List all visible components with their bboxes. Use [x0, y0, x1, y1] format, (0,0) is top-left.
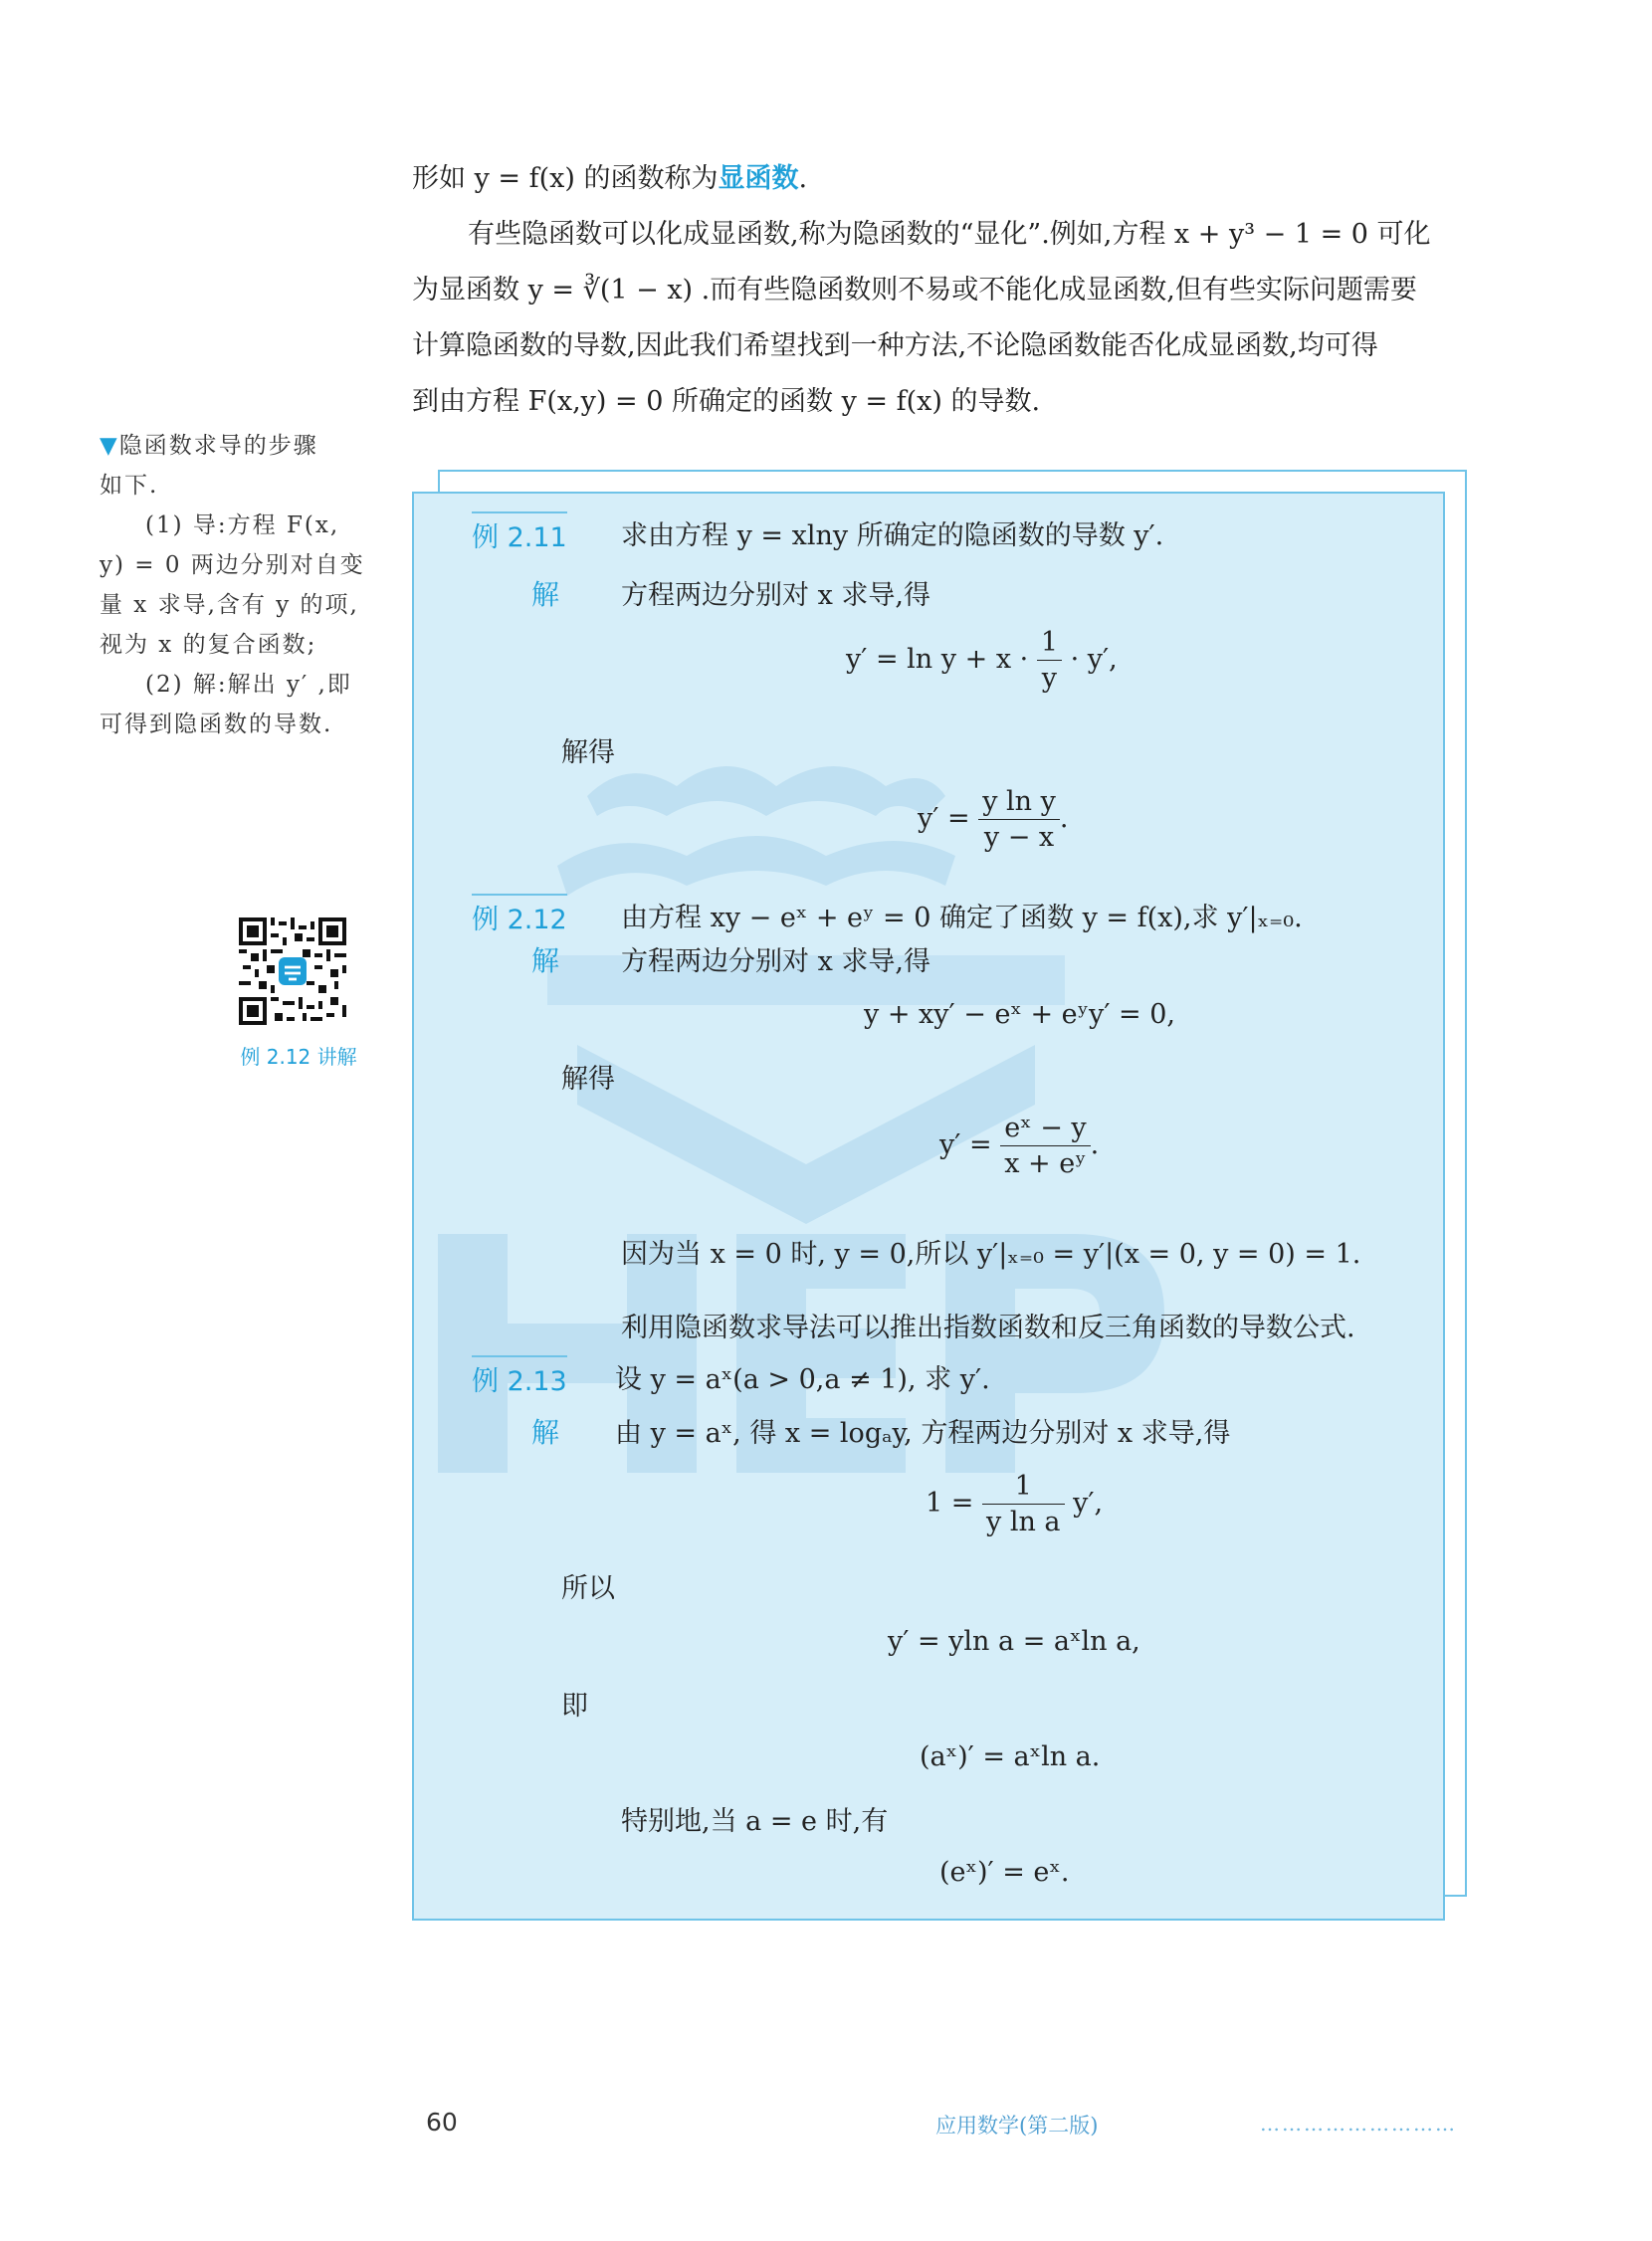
example-2-11-solution-text: 方程两边分别对 x 求导,得 — [621, 580, 930, 611]
sidebar-line-6: 视为 x 的复合函数; — [100, 632, 317, 658]
example-2-12-equation-2: y′ = $\frac{\text{eˣ − y}}{\text{x + eʸ}}$ . — [939, 1113, 1100, 1179]
sidebar-note — [100, 426, 368, 744]
example-2-13-equation-1: 1 = $\frac{1}{\text{y ln a}}$ y′, — [926, 1471, 1104, 1537]
sidebar-line-4: y) = 0 两边分别对自变 — [100, 552, 365, 578]
fraction: $\frac{\text{eˣ − y}}{\text{x + eʸ}}$ — [1000, 1113, 1090, 1179]
triangle-marker-icon: ▼ — [100, 433, 119, 459]
example-2-11-equation-2: y′ = $\frac{\text{y ln y}}{y - x}$ . — [918, 786, 1069, 853]
sidebar-line-2: 如下. — [100, 473, 159, 499]
example-2-12-problem: 由方程 xy − eˣ + eʸ = 0 确定了函数 y = f(x),求 y′|ₓ₌₀. — [621, 903, 1303, 933]
example-2-13-equation-4: (eˣ)′ = eˣ. — [939, 1857, 1070, 1888]
example-2-13-special: 特别地,当 a = e 时,有 — [621, 1806, 889, 1837]
example-2-11-solution-label: 解 — [531, 578, 560, 611]
example-2-13-solution-label: 解 — [531, 1416, 560, 1449]
example-2-11-jiede: 解得 — [561, 737, 615, 768]
sidebar-line-7: (2) 解:解出 y′ ,即 — [145, 672, 352, 698]
intro-line-3: 为显函数 y = ∛(1 − x) .而有些隐函数则不易或不能化成显函数,但有些实际问题需要 — [412, 275, 1417, 306]
page-number: 60 — [426, 2108, 458, 2137]
intro-line-2: 有些隐函数可以化成显函数,称为隐函数的“显化”.例如,方程 x + y³ − 1 = 0 可化 — [468, 219, 1431, 250]
example-2-13-label: 例 2.13 — [472, 1355, 567, 1398]
example-2-12-solution-label: 解 — [531, 944, 560, 977]
footer-dotted-rule: ……………………… — [1260, 2112, 1457, 2136]
intro-paragraph — [412, 151, 1431, 430]
sidebar-line-1: 隐函数求导的步骤 — [118, 433, 318, 459]
example-2-13-equation-3: (aˣ)′ = aˣln a. — [920, 1741, 1101, 1772]
qr-code-icon[interactable] — [239, 917, 346, 1025]
example-2-12-because: 因为当 x = 0 时, y = 0,所以 y′|ₓ₌₀ = y′|(x = 0, y = 0) = 1. — [621, 1239, 1361, 1270]
example-2-13-solution-text: 由 y = aˣ, 得 x = logₐy, 方程两边分别对 x 求导,得 — [615, 1418, 1231, 1449]
example-2-13-problem: 设 y = aˣ(a > 0,a ≠ 1), 求 y′. — [615, 1364, 990, 1395]
example-2-13-suoyi: 所以 — [561, 1573, 615, 1604]
term-explicit-function: 显函数 — [718, 163, 799, 194]
intro-line-5: 到由方程 F(x,y) = 0 所确定的函数 y = f(x) 的导数. — [412, 386, 1041, 417]
example-2-11-label: 例 2.11 — [472, 511, 567, 554]
sidebar-line-3: (1) 导:方程 F(x, — [145, 512, 340, 538]
example-2-13-ji: 即 — [561, 1691, 588, 1722]
book-title: 应用数学(第二版) — [935, 2114, 1099, 2138]
example-2-11-problem: 求由方程 y = xlny 所确定的隐函数的导数 y′. — [621, 520, 1164, 551]
example-2-11-equation-1: y′ = ln y + x · $\frac{1}{y}$ · y′, — [846, 627, 1118, 694]
example-2-13-equation-2: y′ = yln a = aˣln a, — [888, 1626, 1140, 1657]
example-2-12-jiede: 解得 — [561, 1064, 615, 1095]
intro-line-4: 计算隐函数的导数,因此我们希望找到一种方法,不论隐函数能否化成显函数,均可得 — [412, 330, 1378, 361]
example-2-12-label: 例 2.12 — [472, 894, 567, 936]
sidebar-line-5: 量 x 求导,含有 y 的项, — [100, 592, 359, 618]
fraction: $\frac{\text{y ln y}}{y - x}$ — [978, 786, 1060, 853]
fraction: $\frac{1}{\text{y ln a}}$ — [982, 1471, 1065, 1537]
sidebar-line-8: 可得到隐函数的导数. — [100, 712, 333, 737]
qr-caption: 例 2.12 讲解 — [240, 1045, 357, 1069]
example-2-12-solution-text: 方程两边分别对 x 求导,得 — [621, 946, 930, 977]
example-2-12-transition: 利用隐函数求导法可以推出指数函数和反三角函数的导数公式. — [621, 1313, 1355, 1343]
intro-line-1: 形如 y = f(x) 的函数称为显函数. — [412, 163, 808, 194]
example-2-12-equation-1: y + xy′ − eˣ + eʸy′ = 0, — [864, 999, 1175, 1030]
fraction: $\frac{1}{y}$ — [1037, 627, 1062, 694]
